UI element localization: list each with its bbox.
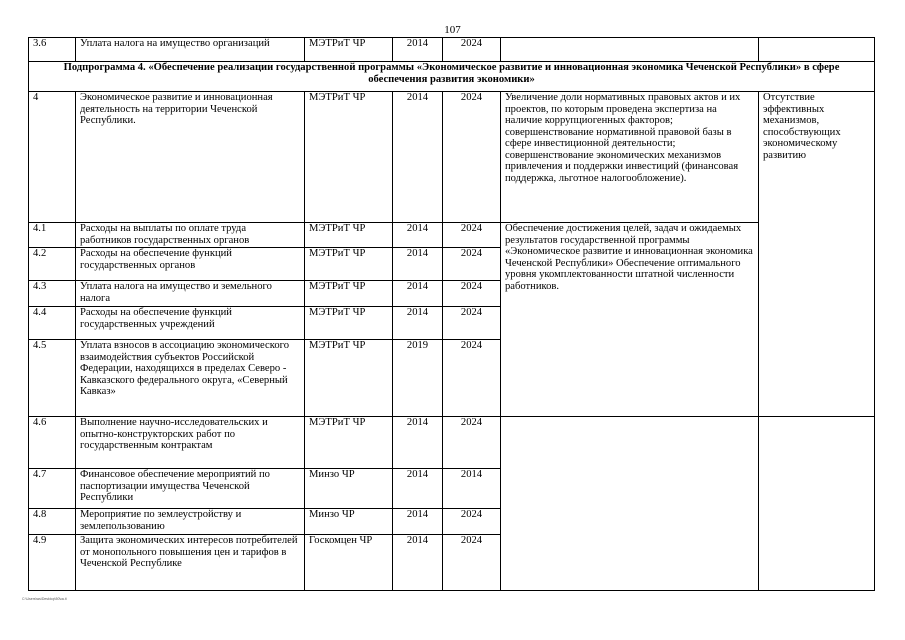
end-year: 2024 (443, 417, 501, 469)
row-number: 3.6 (29, 38, 76, 62)
table-row (29, 38, 875, 62)
row-number: 4.1 (29, 223, 76, 248)
start-year: 2014 (393, 281, 443, 307)
table-row (29, 223, 875, 248)
activity-name: Расходы на обеспечение функций государственных органов (76, 248, 305, 281)
end-year: 2024 (443, 223, 501, 248)
executor: Минзо ЧР (305, 469, 393, 509)
row-number: 4.7 (29, 469, 76, 509)
start-year: 2014 (393, 535, 443, 591)
end-year: 2014 (443, 469, 501, 509)
activity-name: Расходы на выплаты по оплате труда работников государственных органов (76, 223, 305, 248)
end-year: 2024 (443, 281, 501, 307)
start-year: 2014 (393, 223, 443, 248)
risk (759, 38, 875, 62)
row-number: 4.8 (29, 509, 76, 535)
executor: Минзо ЧР (305, 509, 393, 535)
activity-name: Мероприятие по землеустройству и землепользованию (76, 509, 305, 535)
activity-name: Защита экономических интересов потребителей от монопольного повышения цен и тарифов в Чеченской Республике (76, 535, 305, 591)
start-year: 2014 (393, 307, 443, 340)
start-year: 2014 (393, 248, 443, 281)
end-year: 2024 (443, 535, 501, 591)
end-year: 2024 (443, 248, 501, 281)
activity-name: Расходы на обеспечение функций государственных учреждений (76, 307, 305, 340)
start-year: 2014 (393, 417, 443, 469)
risk (759, 417, 875, 591)
expected-result (501, 417, 759, 591)
executor: МЭТРиТ ЧР (305, 307, 393, 340)
row-number: 4.9 (29, 535, 76, 591)
end-year: 2024 (443, 92, 501, 223)
end-year: 2024 (443, 509, 501, 535)
row-number: 4.2 (29, 248, 76, 281)
start-year: 2014 (393, 469, 443, 509)
executor: МЭТРиТ ЧР (305, 248, 393, 281)
executor: МЭТРиТ ЧР (305, 340, 393, 417)
activity-name: Выполнение научно-исследовательских и опытно-конструкторских работ по государственным контрактам (76, 417, 305, 469)
end-year: 2024 (443, 307, 501, 340)
row-number: 4.4 (29, 307, 76, 340)
start-year: 2014 (393, 92, 443, 223)
executor: Госкомцен ЧР (305, 535, 393, 591)
risk: Отсутствие эффективных механизмов, способствующих экономическому развитию (759, 92, 875, 417)
program-table (28, 37, 875, 591)
start-year: 2014 (393, 38, 443, 62)
end-year: 2024 (443, 38, 501, 62)
subprogram-row (29, 62, 875, 92)
row-number: 4.3 (29, 281, 76, 307)
subprogram-header: Подпрограмма 4. «Обеспечение реализации государственной программы «Экономическое развитие и инновационная экономика Чеченской Республики» в сфере обеспечения развития экономики» (29, 62, 875, 92)
row-number: 4.6 (29, 417, 76, 469)
table-row (29, 417, 875, 469)
end-year: 2024 (443, 340, 501, 417)
row-number: 4 (29, 92, 76, 223)
file-path-footnote: С:\Users\ws\Desktop\50\ок.ti (22, 597, 67, 601)
activity-name: Экономическое развитие и инновационная деятельность на территории Чеченской Республики. (76, 92, 305, 223)
start-year: 2019 (393, 340, 443, 417)
executor: МЭТРиТ ЧР (305, 223, 393, 248)
executor: МЭТРиТ ЧР (305, 92, 393, 223)
start-year: 2014 (393, 509, 443, 535)
table-row (29, 92, 875, 223)
row-number: 4.5 (29, 340, 76, 417)
expected-result-group: Обеспечение достижения целей, задач и ожидаемых результатов государственной программы «Экономическое развитие и инновационная экономика Чеченской Республики» Обеспечение оптимального уровня укомплектованности штатной численности работников. (501, 223, 759, 417)
expected-result (501, 38, 759, 62)
activity-name: Уплата налога на имущество и земельного налога (76, 281, 305, 307)
page-number: 107 (444, 24, 461, 36)
activity-name: Уплата налога на имущество организаций (76, 38, 305, 62)
activity-name: Уплата взносов в ассоциацию экономического взаимодействия субъектов Российской Федерации, находящихся в пределах Северо - Кавказского федерального округа, «Северный Кавказ» (76, 340, 305, 417)
executor: МЭТРиТ ЧР (305, 417, 393, 469)
executor: МЭТРиТ ЧР (305, 38, 393, 62)
activity-name: Финансовое обеспечение мероприятий по паспортизации имущества Чеченской Республики (76, 469, 305, 509)
expected-result: Увеличение доли нормативных правовых актов и их проектов, по которым проведена экспертиза на наличие коррупциогенных факторов; совершенствование нормативной правовой базы в сфере инвестиционной деятельности; совершенствование экономических механизмов привлечения и поддержки инвестиций (финансовая поддержка, льготное налогообложение). (501, 92, 759, 223)
executor: МЭТРиТ ЧР (305, 281, 393, 307)
